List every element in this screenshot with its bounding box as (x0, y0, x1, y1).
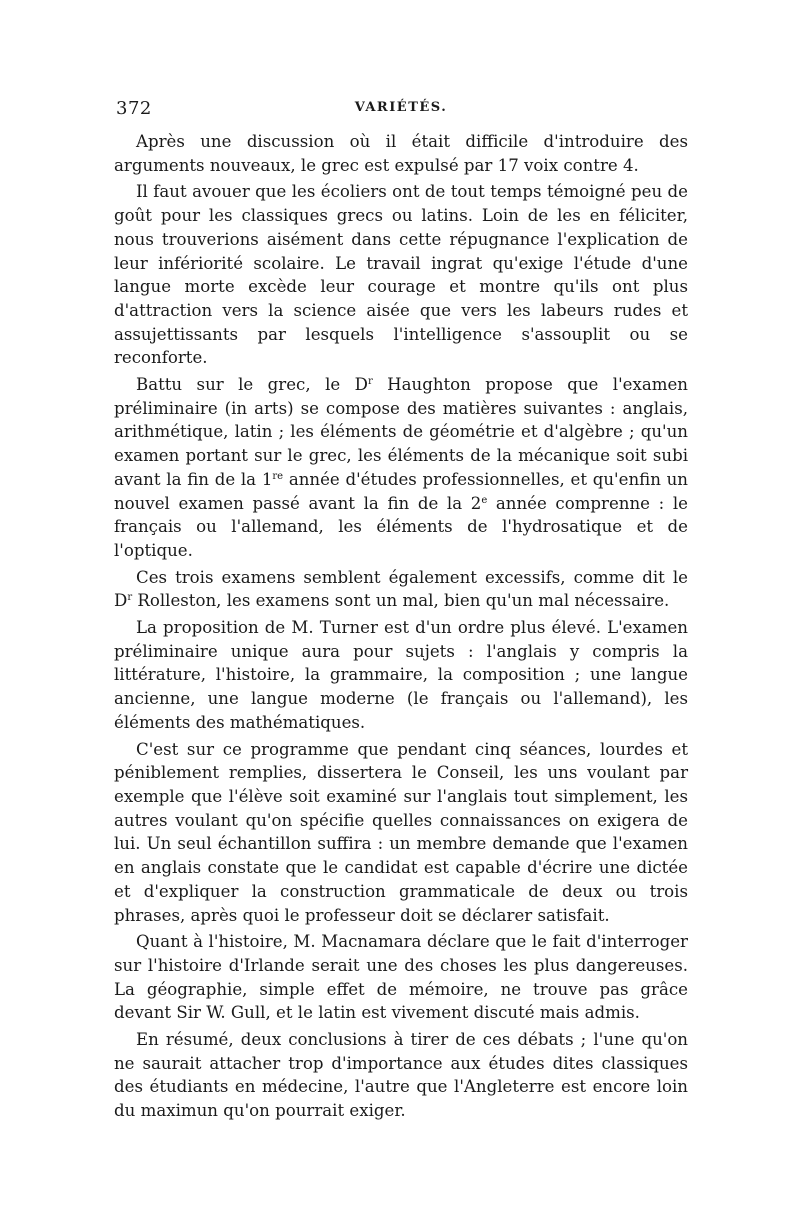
paragraph-conclusion: En résumé, deux conclusions à tirer de ces débats ; l'une qu'on ne saurait attacher trop d'importance aux études dites classiques des étudiants en médecine, l'autre que l'Angleterre est encore loin du maximun qu'on pourrait exiger. (114, 1030, 688, 1121)
paragraph-classics-aversion: Il faut avouer que les écoliers ont de tout temps témoigné peu de goût pour les classiques grecs ou latins. Loin de les en féliciter, nous trouverions aisément dans cette répugnance l'explication de leur infériorité scolaire. Le travail ingrat qu'exige l'étude d'une langue morte excède leur courage et montre qu'ils ont plus d'attraction vers la science aisée que vers les labeurs rudes et assujettissants par lesquels l'intelligence s'assouplit ou se reconforte. (114, 182, 688, 368)
text-run: Haughton propose que l'examen préliminaire (in arts) se compose des matières suivantes : anglais, arithmétique, latin ; les éléments de géométrie et d'algèbre ; qu'un examen portant sur le grec, les éléments de la mécanique soit subi avant la fin de la 1 (114, 375, 688, 489)
text-run: Ces trois examens semblent également excessifs, comme dit le D (114, 567, 688, 611)
text-run: Battu sur le grec, le D (136, 375, 368, 395)
paragraph-history-geography: Quant à l'histoire, M. Macnamara déclare que le fait d'interroger sur l'histoire d'Irlande serait une des choses les plus dangereuses. La géographie, simple effet de mémoire, ne trouve pas grâce devant Sir W. Gull, et le latin est vivement discuté mais admis. (114, 932, 688, 1023)
text-run: Rolleston, les examens sont un mal, bien qu'un mal nécessaire. (132, 591, 670, 611)
paragraph-haughton-proposal (114, 373, 688, 563)
paragraph-turner-proposal: La proposition de M. Turner est d'un ordre plus élevé. L'examen préliminaire unique aura pour sujets : l'anglais y compris la littérature, l'histoire, la grammaire, la composition ; une langue ancienne, une langue moderne (le français ou l'allemand), les éléments des mathématiques. (114, 618, 688, 732)
paragraph-rolleston (114, 566, 688, 613)
superscript: e (481, 494, 488, 506)
paragraph-council-debate: C'est sur ce programme que pendant cinq séances, lourdes et péniblement remplies, dissertera le Conseil, les uns voulant par exemple que l'élève soit examiné sur l'anglais tout simplement, les autres voulant qu'on spécifie quelles connaissances on exigera de lui. Un seul échantillon suffira : un membre demande que l'examen en anglais constate que le candidat est capable d'écrire une dictée et d'expliquer la construction grammaticale de deux ou trois phrases, après quoi le professeur doit se déclarer satisfait. (114, 739, 688, 925)
superscript: re (272, 470, 284, 482)
superscript: r (127, 592, 133, 604)
body-text (114, 130, 688, 1126)
section-title: VARIÉTÉS. (354, 100, 448, 115)
page-number: 372 (116, 98, 152, 119)
running-head (116, 98, 686, 126)
text-run: année d'études professionnelles, et qu'enfin un nouvel examen passé avant la fin de la 2 (114, 469, 688, 513)
paragraph-greek-expelled: Après une discussion où il était difficile d'introduire des arguments nouveaux, le grec est expulsé par 17 voix contre 4. (114, 132, 688, 175)
text-run: année comprenne : le français ou l'allemand, les éléments de l'hydrosatique et de l'optique. (114, 493, 688, 560)
superscript: r (367, 376, 373, 388)
